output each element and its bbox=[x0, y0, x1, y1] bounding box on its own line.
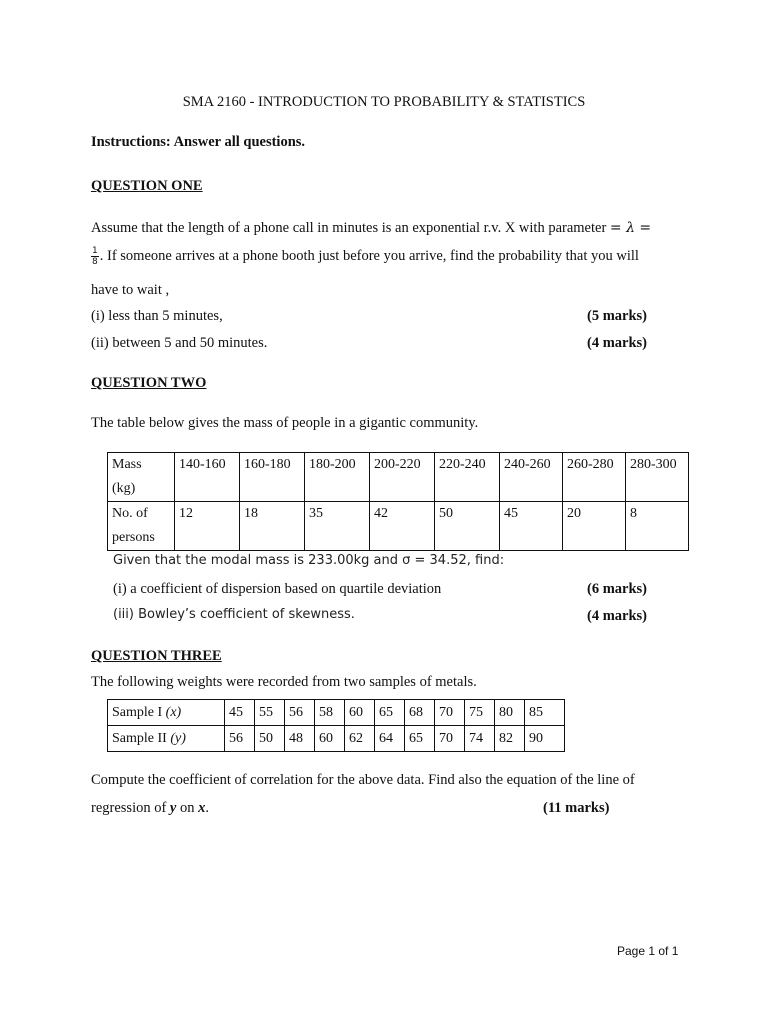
q2-part-iii: (iii) Bowley’s coefficient of skewness. bbox=[113, 607, 355, 622]
table-cell: 90 bbox=[525, 726, 565, 752]
class-cell bbox=[370, 453, 435, 502]
table-cell: 56 bbox=[285, 700, 315, 726]
table-cell: 82 bbox=[495, 726, 525, 752]
table-row bbox=[108, 502, 689, 551]
q3-line2-text: regression of bbox=[91, 800, 170, 816]
table-cell: 74 bbox=[465, 726, 495, 752]
count-value: 42 bbox=[374, 506, 388, 521]
class-value: 160-180 bbox=[244, 457, 291, 472]
q1-part-ii-marks: (4 marks) bbox=[587, 335, 648, 351]
q2-given: Given that the modal mass is 233.00kg and σ = 34.52, find: bbox=[113, 553, 505, 568]
count-cell bbox=[500, 502, 563, 551]
q3-line2-on: on bbox=[176, 800, 199, 816]
q1-lambda-math: = λ = bbox=[609, 220, 652, 236]
question-one-heading: QUESTION ONE bbox=[91, 178, 203, 194]
count-cell bbox=[626, 502, 689, 551]
class-cell bbox=[435, 453, 500, 502]
sample-i-label: Sample I bbox=[112, 705, 163, 720]
count-cell bbox=[370, 502, 435, 551]
sample-ii-label: Sample II bbox=[112, 731, 167, 746]
class-cell bbox=[240, 453, 305, 502]
q1-line2-text: . If someone arrives at a phone booth just before you arrive, find the probability that you will bbox=[99, 247, 639, 264]
count-value: 20 bbox=[567, 506, 581, 521]
count-cell bbox=[563, 502, 626, 551]
table-cell: 80 bbox=[495, 700, 525, 726]
q2-part-i: (i) a coefficient of dispersion based on quartile deviation bbox=[113, 581, 442, 597]
q3-var-y: y bbox=[169, 800, 177, 816]
question-three-heading: QUESTION THREE bbox=[91, 648, 222, 664]
q3-intro: The following weights were recorded from two samples of metals. bbox=[91, 674, 477, 690]
table-cell: 60 bbox=[345, 700, 375, 726]
table-cell: 48 bbox=[285, 726, 315, 752]
sample-i-label-cell bbox=[108, 700, 225, 726]
q1-part-i: (i) less than 5 minutes, bbox=[91, 308, 223, 324]
class-value: 280-300 bbox=[630, 457, 677, 472]
q3-line1: Compute the coefficient of correlation for the above data. Find also the equation of the line of bbox=[91, 772, 635, 788]
class-cell bbox=[563, 453, 626, 502]
persons-label-line2: persons bbox=[112, 530, 155, 545]
table-cell: 50 bbox=[255, 726, 285, 752]
mass-label-line1: Mass bbox=[112, 457, 142, 472]
q2-part-i-marks: (6 marks) bbox=[587, 581, 648, 597]
count-cell bbox=[240, 502, 305, 551]
q1-line2 bbox=[91, 246, 639, 267]
class-value: 200-220 bbox=[374, 457, 421, 472]
table-cell: 56 bbox=[225, 726, 255, 752]
page-number: Page 1 of 1 bbox=[617, 944, 679, 958]
count-cell bbox=[435, 502, 500, 551]
class-value: 140-160 bbox=[179, 457, 226, 472]
class-cell bbox=[305, 453, 370, 502]
q3-line2 bbox=[91, 799, 209, 817]
table-row bbox=[108, 726, 565, 752]
q2-intro: The table below gives the mass of people in a gigantic community. bbox=[91, 415, 479, 431]
table-row bbox=[108, 700, 565, 726]
table-cell: 55 bbox=[255, 700, 285, 726]
table-row bbox=[108, 453, 689, 502]
table-cell: 70 bbox=[435, 726, 465, 752]
q3-line2-end: . bbox=[205, 800, 209, 816]
table-cell: 85 bbox=[525, 700, 565, 726]
q1-fraction-denominator: 8 bbox=[92, 257, 98, 267]
class-value: 260-280 bbox=[567, 457, 614, 472]
q1-line1-text: Assume that the length of a phone call in minutes is an exponential r.v. X with parameter bbox=[91, 220, 607, 236]
table-cell: 65 bbox=[405, 726, 435, 752]
count-value: 12 bbox=[179, 506, 193, 521]
table-cell: 45 bbox=[225, 700, 255, 726]
mass-table bbox=[107, 452, 689, 551]
class-value: 180-200 bbox=[309, 457, 356, 472]
q1-line1 bbox=[91, 219, 651, 238]
q1-part-i-marks: (5 marks) bbox=[587, 308, 648, 324]
class-cell bbox=[175, 453, 240, 502]
q2-part-iii-marks: (4 marks) bbox=[587, 608, 648, 624]
samples-table bbox=[107, 699, 565, 752]
sample-i-var: (x) bbox=[165, 705, 182, 720]
class-value: 220-240 bbox=[439, 457, 486, 472]
count-value: 8 bbox=[630, 506, 637, 521]
table-cell: 58 bbox=[315, 700, 345, 726]
table-cell: 75 bbox=[465, 700, 495, 726]
page-title: SMA 2160 - INTRODUCTION TO PROBABILITY & STATISTICS bbox=[182, 94, 586, 110]
mass-label-cell bbox=[108, 453, 175, 502]
sample-ii-var: (y) bbox=[170, 731, 186, 746]
count-value: 35 bbox=[309, 506, 323, 521]
count-cell bbox=[305, 502, 370, 551]
table-cell: 68 bbox=[405, 700, 435, 726]
count-cell bbox=[175, 502, 240, 551]
instructions: Instructions: Answer all questions. bbox=[91, 134, 306, 150]
table-cell: 62 bbox=[345, 726, 375, 752]
count-value: 50 bbox=[439, 506, 453, 521]
question-two-heading: QUESTION TWO bbox=[91, 375, 207, 391]
mass-label-line2: (kg) bbox=[112, 481, 136, 496]
table-cell: 64 bbox=[375, 726, 405, 752]
q1-fraction bbox=[91, 246, 99, 267]
q1-line3: have to wait , bbox=[91, 282, 170, 298]
sample-ii-label-cell bbox=[108, 726, 225, 752]
q3-marks: (11 marks) bbox=[543, 800, 610, 816]
q1-part-ii: (ii) between 5 and 50 minutes. bbox=[91, 335, 268, 351]
count-value: 18 bbox=[244, 506, 258, 521]
q3-var-x: x bbox=[198, 800, 206, 816]
table-cell: 65 bbox=[375, 700, 405, 726]
count-value: 45 bbox=[504, 506, 518, 521]
table-cell: 60 bbox=[315, 726, 345, 752]
q1-fraction-numerator: 1 bbox=[92, 246, 98, 256]
persons-label-cell bbox=[108, 502, 175, 551]
table-cell: 70 bbox=[435, 700, 465, 726]
class-cell bbox=[500, 453, 563, 502]
class-value: 240-260 bbox=[504, 457, 551, 472]
persons-label-line1: No. of bbox=[112, 506, 148, 521]
class-cell bbox=[626, 453, 689, 502]
